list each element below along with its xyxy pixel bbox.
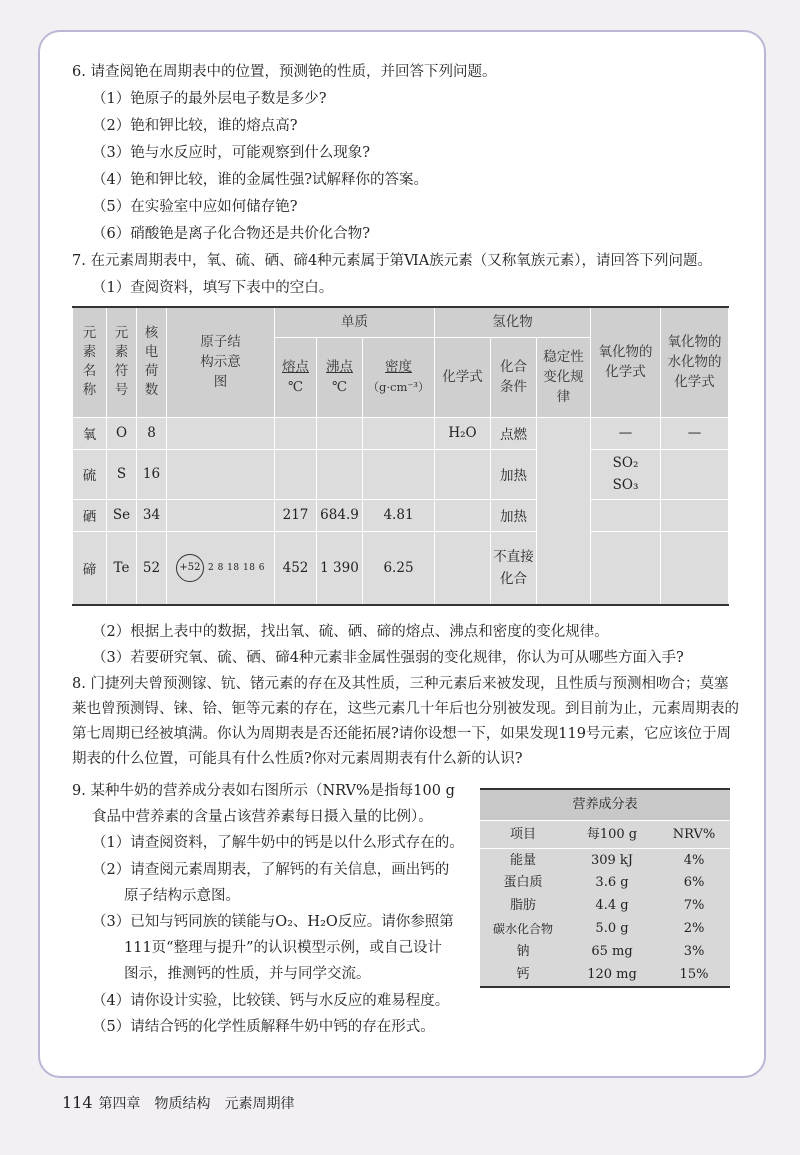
nutrition-amount: 65 mg	[591, 943, 633, 959]
cell-name: 硫	[73, 449, 107, 499]
cell-mp: 452	[275, 531, 317, 605]
q7-sub-1: （1）查阅资料，填写下表中的空白。	[92, 280, 334, 296]
cell-bp: 684.9	[317, 499, 363, 531]
page-number: 114	[62, 1093, 93, 1112]
table-row	[480, 872, 730, 895]
cell-density: 4.81	[363, 499, 435, 531]
atomic-structure-diagram	[167, 554, 274, 582]
q6-sub-5: （5）在实验室中应如何储存铯?	[92, 199, 298, 215]
nutrition-item: 碳水化合物	[492, 921, 553, 936]
header-structure: 原子结构示意图	[167, 307, 275, 417]
cell-hydride: H₂O	[435, 417, 491, 449]
nutrition-header-item: 项目	[480, 820, 566, 848]
cell-structure	[167, 499, 275, 531]
nutrition-nrv: 7%	[683, 898, 705, 914]
nutrition-amount: 120 mg	[587, 966, 637, 982]
q6-sub-1: （1）铯原子的最外层电子数是多少?	[92, 91, 327, 107]
cell-symbol: O	[107, 417, 137, 449]
atom-shells: 2 8 18 18 6	[207, 562, 266, 573]
header-simple-substance: 单质	[275, 307, 435, 337]
cell-condition: 点燃	[491, 417, 537, 449]
nutrition-item: 钠	[516, 943, 530, 959]
q7-stem: 7. 在元素周期表中，氧、硫、硒、碲4种元素属于第ⅥA族元素（又称氧族元素），请回答下列问题。	[72, 253, 712, 269]
header-formula: 化学式	[435, 337, 491, 417]
cell-hydrate	[661, 499, 729, 531]
cell-density	[363, 417, 435, 449]
cell-structure	[167, 449, 275, 499]
atom-nucleus: +52	[176, 554, 204, 582]
q9-sub-3-line-1: （3）已知与钙同族的镁能与O₂、H₂O反应。请你参照第	[92, 914, 454, 930]
cell-oxide	[591, 531, 661, 605]
cell-hydride	[435, 449, 491, 499]
cell-condition: 不直接化合	[491, 531, 537, 605]
cell-density	[363, 449, 435, 499]
cell-name: 氧	[73, 417, 107, 449]
cell-hydride	[435, 499, 491, 531]
table-row	[73, 449, 729, 499]
nutrition-amount: 4.4 g	[595, 898, 629, 914]
nutrition-table	[480, 788, 730, 988]
q6-stem: 6. 请查阅铯在周期表中的位置，预测铯的性质，并回答下列问题。	[72, 64, 497, 80]
q7-sub-3: （3）若要研究氧、硫、硒、碲4种元素非金属性强弱的变化规律，你认为可从哪些方面入手?	[92, 650, 684, 666]
cell-mp: 217	[275, 499, 317, 531]
cell-oxide: SO₂ SO₃	[591, 449, 661, 499]
q9-sub-5: （5）请结合钙的化学性质解释牛奶中钙的存在形式。	[92, 1019, 435, 1035]
nutrition-title: 营养成分表	[480, 789, 730, 820]
q8-text: 8. 门捷列夫曾预测镓、钪、锗元素的存在及其性质，三种元素后来被发现，且性质与预测相吻合；莫塞莱也曾预测锝、铼、铪、钷等元素的存在，这些元素几十年后也分别被发现。到目前为止，元素周期表的第七周期已经被填满。你认为周期表是否还能拓展?请你设想一下，如果发现119号元素，它应该位于周期表的什么位置，可能具有什么性质?你对元素周期表有什么新的认识?	[72, 676, 739, 767]
cell-charge: 52	[137, 531, 167, 605]
header-symbol: 元素符号	[107, 307, 137, 417]
header-melting-point: 熔点 ℃	[275, 337, 317, 417]
cell-bp	[317, 449, 363, 499]
header-charge: 核电荷数	[137, 307, 167, 417]
nutrition-header-per100g: 每100 g	[566, 820, 658, 848]
cell-density: 6.25	[363, 531, 435, 605]
table-row	[73, 417, 729, 449]
element-table	[72, 306, 729, 606]
q9-sub-3-line-3: 图示，推测钙的性质，并与同学交流。	[124, 966, 371, 982]
cell-structure	[167, 417, 275, 449]
q9-stem-line-2: 食品中营养素的含量占该营养素每日摄入量的比例）。	[92, 809, 433, 825]
q6-sub-3: （3）铯与水反应时，可能观察到什么现象?	[92, 145, 370, 161]
table-row	[480, 849, 730, 872]
table-row	[480, 918, 730, 941]
table-row	[480, 963, 730, 987]
nutrition-amount: 3.6 g	[595, 875, 629, 891]
cell-hydrate: —	[661, 417, 729, 449]
q9-stem-line-1: 9. 某种牛奶的营养成分表如右图所示（NRV%是指每100 g	[72, 783, 455, 799]
nutrition-header-nrv: NRV%	[658, 820, 730, 848]
nutrition-item: 能量	[509, 852, 536, 868]
cell-stability	[537, 417, 591, 605]
cell-charge: 8	[137, 417, 167, 449]
table-row	[73, 499, 729, 531]
nutrition-nrv: 3%	[683, 943, 705, 959]
nutrition-nrv: 15%	[679, 966, 709, 982]
cell-charge: 34	[137, 499, 167, 531]
page-footer	[62, 1093, 295, 1113]
table-row	[480, 940, 730, 963]
table-row	[73, 531, 729, 605]
chapter-title: 第四章 物质结构 元素周期律	[98, 1096, 295, 1112]
cell-symbol: S	[107, 449, 137, 499]
cell-symbol: Te	[107, 531, 137, 605]
nutrition-amount: 309 kJ	[590, 852, 634, 868]
cell-bp	[317, 417, 363, 449]
cell-symbol: Se	[107, 499, 137, 531]
header-oxide: 氧化物的化学式	[591, 307, 661, 417]
nutrition-nrv: 4%	[683, 852, 705, 868]
nutrition-item: 钙	[516, 966, 530, 982]
header-boiling-point: 沸点 ℃	[317, 337, 363, 417]
q6-sub-6: （6）硝酸铯是离子化合物还是共价化合物?	[92, 226, 370, 242]
header-hydrate: 氧化物的水化物的化学式	[661, 307, 729, 417]
cell-structure	[167, 531, 275, 605]
cell-oxide	[591, 499, 661, 531]
cell-hydrate	[661, 449, 729, 499]
q9-sub-3-line-2: 111页“整理与提升”的认识模型示例，或自己设计	[124, 940, 442, 956]
header-stability: 稳定性变化规律	[537, 337, 591, 417]
header-hydride: 氢化物	[435, 307, 591, 337]
cell-condition: 加热	[491, 449, 537, 499]
cell-mp	[275, 417, 317, 449]
cell-hydride	[435, 531, 491, 605]
q6-sub-2: （2）铯和钾比较，谁的熔点高?	[92, 118, 298, 134]
q7-sub-2: （2）根据上表中的数据，找出氧、硫、硒、碲的熔点、沸点和密度的变化规律。	[92, 624, 609, 640]
nutrition-item: 蛋白质	[503, 875, 543, 891]
q6-sub-4: （4）铯和钾比较，谁的金属性强?试解释你的答案。	[92, 172, 428, 188]
cell-name: 碲	[73, 531, 107, 605]
cell-charge: 16	[137, 449, 167, 499]
nutrition-item: 脂肪	[509, 898, 536, 914]
header-name: 元素名称	[73, 307, 107, 417]
header-conditions: 化合条件	[491, 337, 537, 417]
q9-sub-2-line-1: （2）请查阅元素周期表，了解钙的有关信息，画出钙的	[92, 862, 450, 878]
cell-hydrate	[661, 531, 729, 605]
nutrition-nrv: 2%	[683, 920, 705, 936]
q9-sub-4: （4）请你设计实验，比较镁、钙与水反应的难易程度。	[92, 993, 450, 1009]
cell-name: 硒	[73, 499, 107, 531]
q9-sub-1: （1）请查阅资料，了解牛奶中的钙是以什么形式存在的。	[92, 835, 464, 851]
header-density: 密度 （g·cm⁻³）	[363, 337, 435, 417]
table-row	[480, 895, 730, 918]
nutrition-amount: 5.0 g	[595, 920, 629, 936]
cell-condition: 加热	[491, 499, 537, 531]
cell-bp: 1 390	[317, 531, 363, 605]
cell-oxide: —	[591, 417, 661, 449]
nutrition-nrv: 6%	[683, 875, 705, 891]
q9-sub-2-line-2: 原子结构示意图。	[124, 888, 240, 904]
cell-mp	[275, 449, 317, 499]
